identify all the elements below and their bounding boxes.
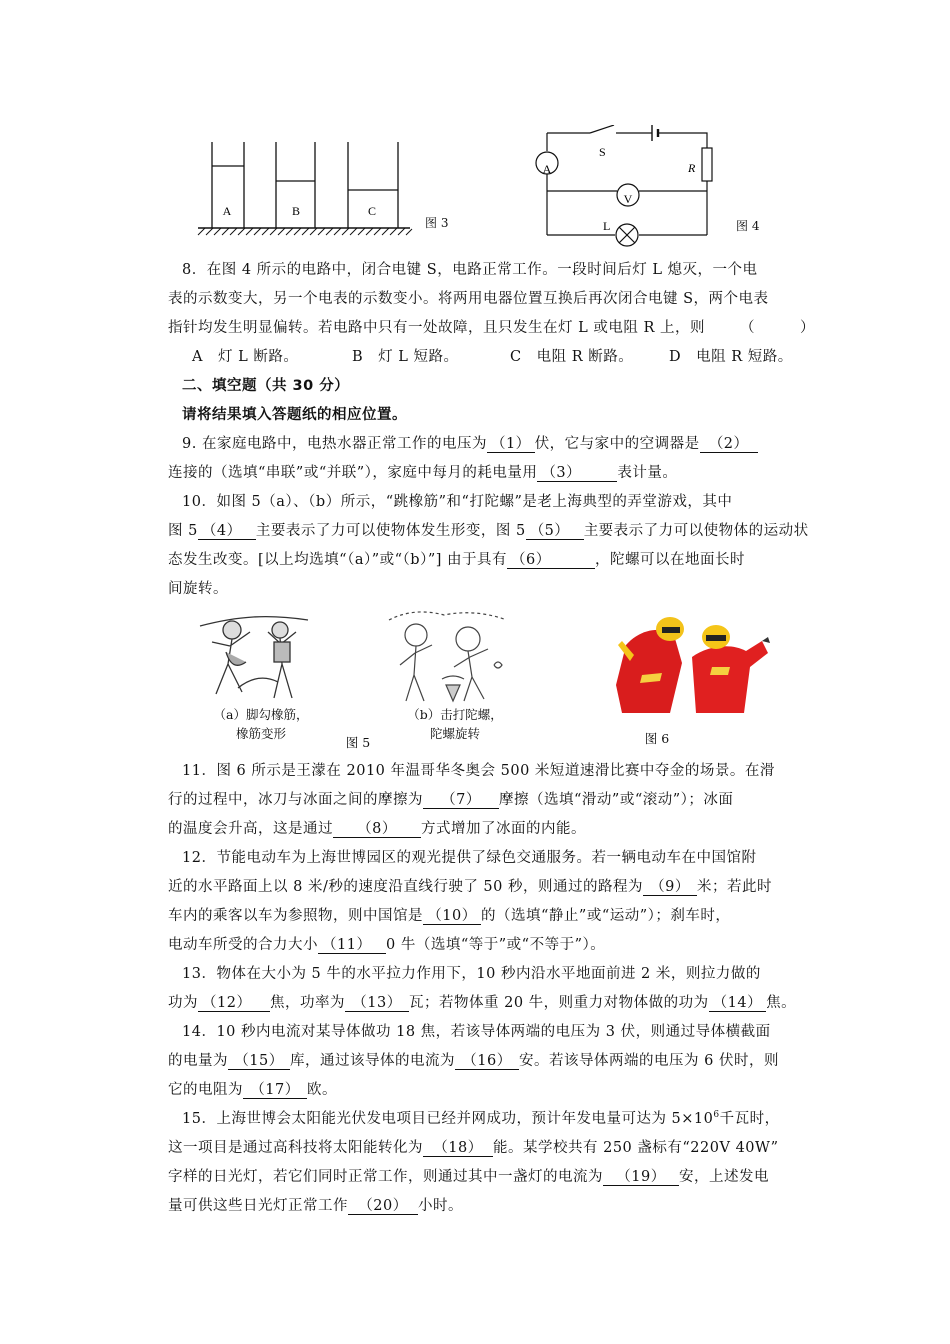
figure-5b-image xyxy=(384,605,510,705)
container-b-label: B xyxy=(291,204,301,218)
blank-18[interactable]: （18） xyxy=(423,1141,493,1157)
ammeter-label: A xyxy=(542,162,552,176)
q15-line-2: 这一项目是通过高科技将太阳能转化为 （18） 能。某学校共有 250 盏标有“220V 40W” xyxy=(168,1140,779,1156)
q8-line-2: 表的示数变大，另一个电表的示数变小。将两用电器位置互换后再次闭合电键 S，两个电表 xyxy=(168,291,769,307)
blank-13[interactable]: （13） xyxy=(345,996,409,1012)
q11-line-2: 行的过程中，冰刀与冰面之间的摩擦为 （7） 摩擦（选填“滑动”或“滚动”）；冰面 xyxy=(168,792,734,808)
q12-line-3: 车内的乘客以车为参照物，则中国馆是 （10） 的（选填“静止”或“运动”）；刹车时， xyxy=(168,908,731,924)
switch-label: S xyxy=(599,145,606,159)
figure-4-label: 图 4 xyxy=(736,219,760,233)
q14-line-3: 它的电阻为 （17） 欧。 xyxy=(168,1082,337,1098)
figure-6-label: 图 6 xyxy=(644,731,670,746)
figure-5a-image xyxy=(198,602,310,702)
section-2-title: 二、填空题（共 30 分） xyxy=(182,378,350,394)
figure-5b-caption: （b）击打陀螺， 陀螺旋转 xyxy=(407,707,503,741)
figure-6-photo xyxy=(612,605,770,715)
q9-line-2: 连接的（选填“串联”或“并联”），家庭中每月的耗电量用 （3） 表计量。 xyxy=(168,465,678,481)
figure-3-containers xyxy=(190,140,420,240)
lamp-label: L xyxy=(603,219,611,233)
q11-line-3: 的温度会升高，这是通过 （8） 方式增加了冰面的内能。 xyxy=(168,821,586,837)
blank-12[interactable]: （12） xyxy=(198,996,270,1012)
q13-line-2: 功为 （12） 焦，功率为 （13） 瓦；若物体重 20 牛，则重力对物体做的功为 （14） 焦。 xyxy=(168,995,797,1011)
blank-15[interactable]: （15） xyxy=(228,1054,290,1070)
blank-20[interactable]: （20） xyxy=(348,1199,418,1215)
blank-10[interactable]: （10） xyxy=(423,909,481,925)
blank-5[interactable]: （5） xyxy=(526,524,584,540)
q15-line-4: 量可供这些日光灯正常工作 （20） 小时。 xyxy=(168,1198,463,1214)
voltmeter-label: V xyxy=(623,192,633,206)
blank-16[interactable]: （16） xyxy=(455,1054,519,1070)
resistor-label: R xyxy=(688,161,696,175)
figure-4-circuit xyxy=(530,125,730,250)
q13-line-1: 13．物体在大小为 5 牛的水平拉力作用下，10 秒内沿水平地面前进 2 米，则拉力做的 xyxy=(182,966,761,982)
q15-line-1: 15．上海世博会太阳能光伏发电项目已经并网成功，预计年发电量可达为 $5\times 10^6$千瓦时， xyxy=(182,1110,780,1127)
q8-option-c: C 电阻 R 断路。 xyxy=(510,349,634,365)
blank-9[interactable]: （9） xyxy=(643,880,697,896)
q14-line-2: 的电量为 （15） 库，通过该导体的电流为 （16） 安。若该导体两端的电压为 6 伏时，则 xyxy=(168,1053,779,1069)
q11-line-1: 11．图 6 所示是王濛在 2010 年温哥华冬奥会 500 米短道速滑比赛中夺金的场景。在滑 xyxy=(182,763,775,779)
blank-11[interactable]: （11） xyxy=(318,938,386,954)
q8-option-b: B 灯 L 短路。 xyxy=(352,349,459,365)
figure-3-label: 图 3 xyxy=(425,216,449,230)
blank-19[interactable]: （19） xyxy=(603,1170,679,1186)
q8-option-d: D 电阻 R 短路。 xyxy=(669,349,793,365)
figure-5-label: 图 5 xyxy=(345,735,371,750)
blank-4[interactable]: （4） xyxy=(198,524,256,540)
q8-line-3: 指针均发生明显偏转。若电路中只有一处故障，且只发生在灯 L 或电阻 R 上，则 xyxy=(168,320,705,336)
blank-17[interactable]: （17） xyxy=(243,1083,307,1099)
q12-line-1: 12．节能电动车为上海世博园区的观光提供了绿色交通服务。若一辆电动车在中国馆附 xyxy=(182,850,757,866)
blank-1[interactable]: （1） xyxy=(487,437,535,453)
q8-option-a: A 灯 L 断路。 xyxy=(192,349,299,365)
q15-line-3: 字样的日光灯，若它们同时正常工作，则通过其中一盏灯的电流为 （19） 安，上述发电 xyxy=(168,1169,769,1185)
q10-line-3: 态发生改变。[以上均选填“（a）”或“（b）”] 由于具有 （6） ，陀螺可以在地面长时 xyxy=(168,552,745,568)
blank-6[interactable]: （6） xyxy=(507,553,595,569)
container-c-label: C xyxy=(367,204,377,218)
section-2-instruction: 请将结果填入答题纸的相应位置。 xyxy=(182,407,407,423)
q12-line-4: 电动车所受的合力大小 （11） 0 牛（选填“等于”或“不等于”）。 xyxy=(168,937,606,953)
q10-line-1: 10．如图 5（a）、（b）所示，“跳橡筋”和“打陀螺”是老上海典型的弄堂游戏，其中 xyxy=(182,494,733,510)
figure-5a-caption: （a）脚勾橡筋， 橡筋变形 xyxy=(213,707,309,741)
blank-14[interactable]: （14） xyxy=(709,996,766,1012)
blank-7[interactable]: （7） xyxy=(423,793,499,809)
q10-line-4: 间旋转。 xyxy=(168,581,228,597)
q8-answer-bracket: （ ） xyxy=(740,320,815,336)
q10-line-2: 图 5 （4） 主要表示了力可以使物体发生形变，图 5 （5） 主要表示了力可以使物体的运动状 xyxy=(168,523,809,539)
blank-3[interactable]: （3） xyxy=(537,466,617,482)
q12-line-2: 近的水平路面上以 8 米/秒的速度沿直线行驶了 50 秒，则通过的路程为 （9） 米；若此时 xyxy=(168,879,772,895)
q14-line-1: 14．10 秒内电流对某导体做功 18 焦，若该导体两端的电压为 3 伏，则通过导体横截面 xyxy=(182,1024,771,1040)
q8-line-1: 8．在图 4 所示的电路中，闭合电键 S，电路正常工作。一段时间后灯 L 熄灭，一个电 xyxy=(182,262,758,278)
container-a-label: A xyxy=(222,204,232,218)
blank-8[interactable]: （8） xyxy=(333,822,421,838)
q9-line-1: 9. 在家庭电路中，电热水器正常工作的电压为 （1） 伏，它与家中的空调器是 （2） xyxy=(182,432,758,453)
blank-2[interactable]: （2） xyxy=(700,437,758,453)
